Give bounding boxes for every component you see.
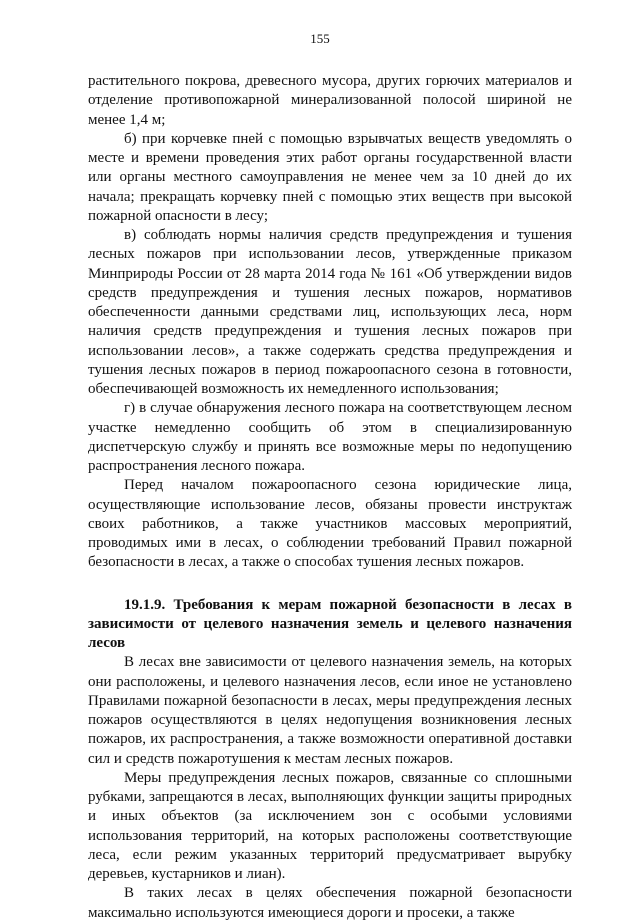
paragraph-item-v: в) соблюдать нормы наличия средств предупреждения и тушения лесных пожаров при использовании лесов, утвержденные приказом Минприроды России от 28 марта 2014 года № 161 «Об утверждении видов средств предупреждения и тушения лесных пожаров, нормативов обеспеченности данными средствами лиц, использующих леса, норм наличия средств предупреждения и тушения лесных пожаров при использовании лесов», а также содержать средства предупреждения и тушения лесных пожаров в период пожароопасного сезона в готовности, обеспечивающей возможность их немедленного использования; bbox=[88, 227, 572, 397]
section-paragraph-2: Меры предупреждения лесных пожаров, связанные со сплошными рубками, запрещаются в лесах, выполняющих функции защиты природных и иных объектов (за исключением зон с особыми условиями использования территорий, на которых расположены соответствующие леса, если режим указанных территорий предусматривает вырубку деревьев, кустарников и лиан). bbox=[88, 769, 572, 882]
section-heading: 19.1.9. Требования к мерам пожарной безопасности в лесах в зависимости от целевого назначения земель и целевого назначения лесов bbox=[88, 596, 572, 651]
section-spacer bbox=[88, 573, 572, 596]
document-body bbox=[88, 72, 572, 923]
section-paragraph-1: В лесах вне зависимости от целевого назначения земель, на которых они расположены, и целевого назначения лесов, если иное не установлено Правилами пожарной безопасности в лесах, меры предупреждения лесных пожаров осуществляются в целях недопущения возникновения лесных пожаров, их распространения, а также возможности оперативной доставки сил и средств пожаротушения к местам лесных пожаров. bbox=[88, 654, 572, 767]
page-number: 155 bbox=[310, 31, 330, 46]
paragraph-continuation: растительного покрова, древесного мусора, других горючих материалов и отделение противопожарной минерализованной полосой шириной не менее 1,4 м; bbox=[88, 73, 572, 128]
section-paragraph-3: В таких лесах в целях обеспечения пожарной безопасности максимально используются имеющиеся дороги и просеки, а также bbox=[88, 885, 572, 921]
paragraph-item-g: г) в случае обнаружения лесного пожара на соответствующем лесном участке немедленно сообщить об этом в специализированную диспетчерскую службу и принять все возможные меры по недопущению распространения лесного пожара. bbox=[88, 400, 572, 474]
paragraph-item-b: б) при корчевке пней с помощью взрывчатых веществ уведомлять о месте и времени проведения этих работ органы государственной власти или органы местного самоуправления не менее чем за 10 дней до их начала; прекращать корчевку пней с помощью этих веществ при высокой пожарной опасности в лесу; bbox=[88, 130, 572, 224]
paragraph-briefing: Перед началом пожароопасного сезона юридические лица, осуществляющие использование лесов, обязаны провести инструктаж своих работников, а также участников массовых мероприятий, проводимых ими в лесах, о соблюдении требований Правил пожарной безопасности в лесах, а также о способах тушения лесных пожаров. bbox=[88, 477, 572, 571]
